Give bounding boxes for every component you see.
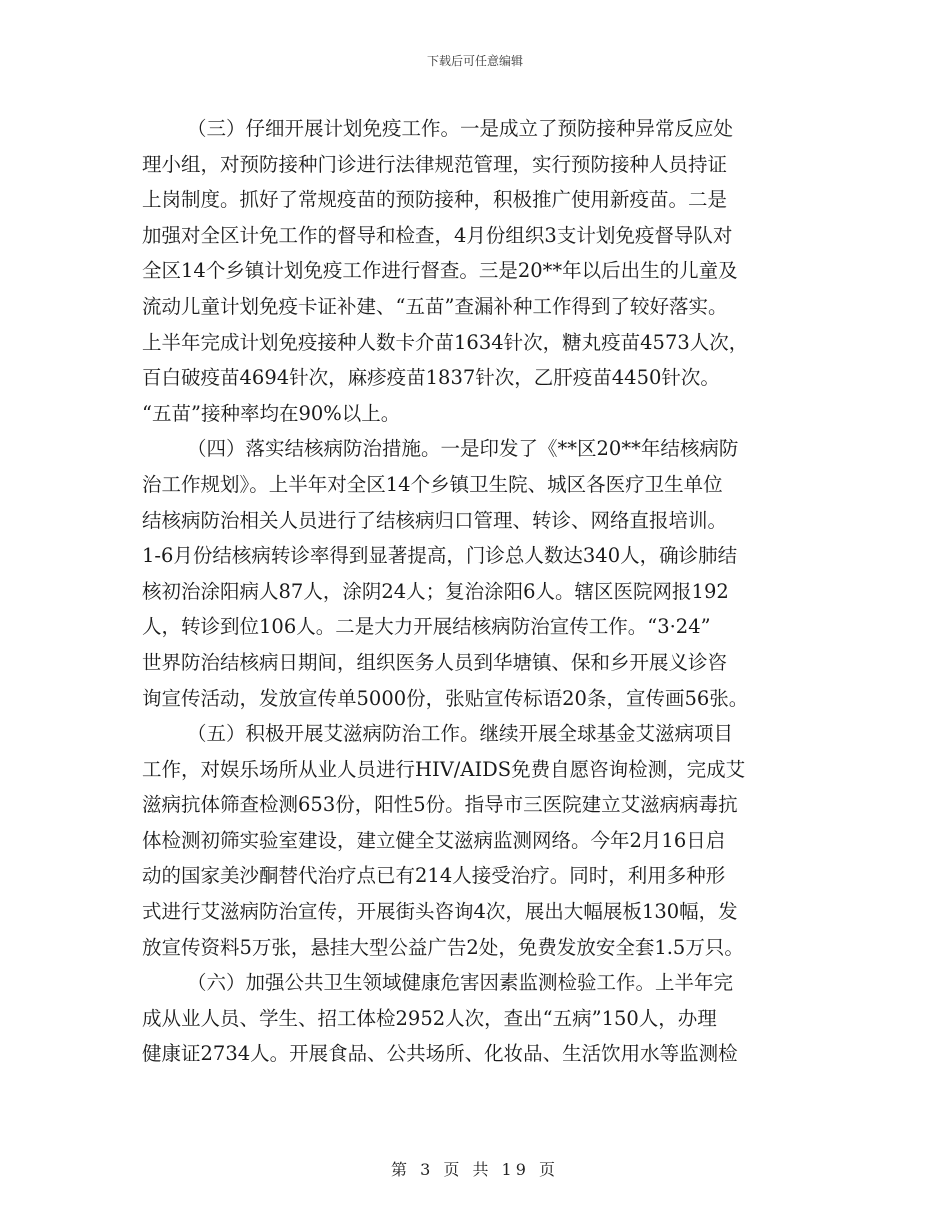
text-line: 体检测初筛实验室建设，建立健全艾滋病监测网络。今年2月16日启 (142, 828, 726, 852)
text-line: 治工作规划》。上半年对全区14个乡镇卫生院、城区各医疗卫生单位 (142, 472, 723, 496)
text-line: 健康证2734人。开展食品、公共场所、化妆品、生活饮用水等监测检 (142, 1042, 738, 1066)
document-body (142, 111, 808, 1072)
page-number-footer: 第 3 页 共 19 页 (391, 1160, 559, 1179)
text-line: 1-6月份结核病转诊率得到显著提高，门诊总人数达340人，确诊肺结 (142, 544, 738, 568)
text-line: 核初治涂阳病人87人，涂阴24人；复治涂阳6人。辖区医院网报192 (142, 579, 729, 603)
text-line: 百白破疫苗4694针次，麻疹疫苗1837针次，乙肝疫苗4450针次。 (142, 366, 720, 390)
text-line: 询宣传活动，发放宣传单5000份，张贴宣传标语20条，宣传画56张。 (142, 686, 749, 710)
text-line: 滋病抗体筛查检测653份，阳性5份。指导市三医院建立艾滋病病毒抗 (142, 793, 738, 817)
text-line: 全区14个乡镇计划免疫工作进行督查。三是20**年以后出生的儿童及 (142, 259, 738, 283)
text-line: 人，转诊到位106人。二是大力开展结核病防治宣传工作。“3·24” (142, 615, 711, 639)
paragraph-first-line: （四）落实结核病防治措施。一是印发了《**区20**年结核病防 (187, 437, 739, 461)
text-line: 加强对全区计免工作的督导和检查，4月份组织3支计划免疫督导队对 (142, 223, 733, 247)
text-line: 式进行艾滋病防治宣传，开展街头咨询4次，展出大幅展板130幅，发 (142, 900, 738, 924)
text-line: 结核病防治相关人员进行了结核病归口管理、转诊、网络直报培训。 (142, 508, 728, 532)
text-line: 动的国家美沙酮替代治疗点已有214人接受治疗。同时，利用多种形 (142, 864, 726, 888)
text-line: 世界防治结核病日期间，组织医务人员到华塘镇、保和乡开展义诊咨 (142, 650, 728, 674)
page-header-note: 下载后可任意编辑 (426, 54, 523, 68)
text-line: 流动儿童计划免疫卡证补建、“五苗”查漏补种工作得到了较好落实。 (142, 294, 728, 318)
text-line: 放宣传资料5万张，悬挂大型公益广告2处，免费发放安全套1.5万只。 (142, 935, 744, 959)
text-line: “五苗”接种率均在90%以上。 (142, 401, 401, 425)
text-line: 工作，对娱乐场所从业人员进行HIV/AIDS免费自愿咨询检测，完成艾 (142, 757, 746, 781)
text-line: 上岗制度。抓好了常规疫苗的预防接种，积极推广使用新疫苗。二是 (142, 188, 728, 212)
paragraph-first-line: （六）加强公共卫生领域健康危害因素监测检验工作。上半年完 (187, 971, 734, 995)
text-line: 上半年完成计划免疫接种人数卡介苗1634针次，糖丸疫苗4573人次， (142, 330, 749, 354)
paragraph-first-line: （五）积极开展艾滋病防治工作。继续开展全球基金艾滋病项目 (187, 722, 734, 746)
paragraph-first-line: （三）仔细开展计划免疫工作。一是成立了预防接种异常反应处 (187, 117, 734, 140)
text-line: 理小组，对预防接种门诊进行法律规范管理，实行预防接种人员持证 (142, 152, 728, 176)
text-line: 成从业人员、学生、招工体检2952人次，查出“五病”150人，办理 (142, 1006, 717, 1030)
